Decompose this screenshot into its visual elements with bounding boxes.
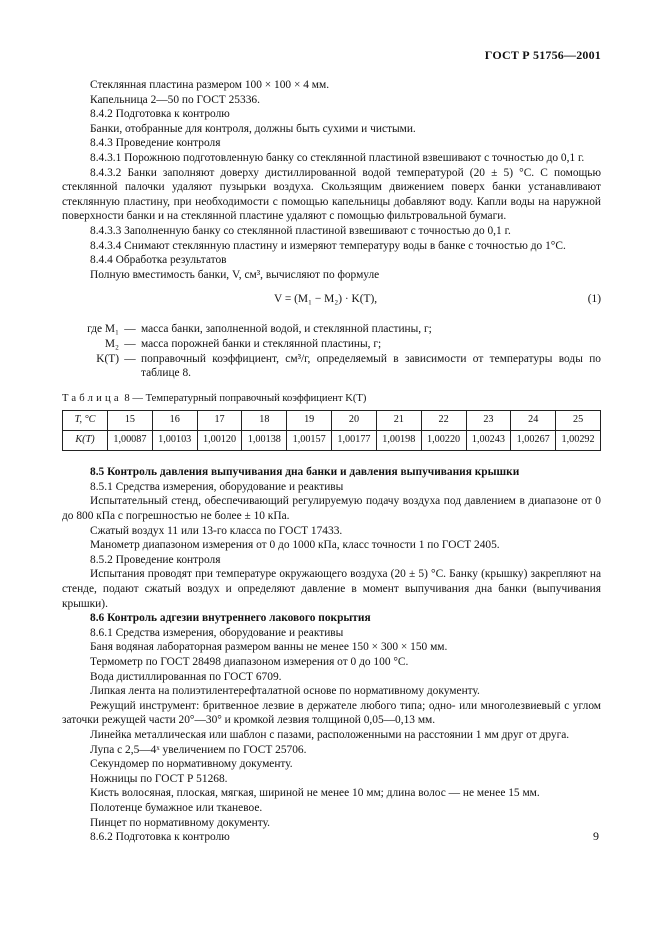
table-cell: 21: [376, 411, 421, 431]
table-row: [63, 411, 601, 431]
table-cell: 1,00267: [511, 431, 556, 451]
table-cell: 17: [197, 411, 242, 431]
paragraph: Испытательный стенд, обеспечивающий регулируемую подачу воздуха под давлением в диапазоне от 0 до 800 кПа с погрешностью не более ± 10 кПа.: [62, 495, 601, 523]
table-cell: 1,00087: [108, 431, 153, 451]
paragraph: Линейка металлическая или шаблон с пазами, расположенными на расстоянии 1 мм друг от друга.: [90, 728, 570, 741]
definition-text: масса порожней банки и стеклянной пластины, г;: [141, 337, 382, 350]
paragraph: Кисть волосяная, плоская, мягкая, шириной не менее 10 мм; длина волос — не менее 15 мм.: [90, 787, 540, 800]
paragraph: Вода дистиллированная по ГОСТ 6709.: [90, 670, 282, 683]
paragraph: Полотенце бумажное или тканевое.: [90, 801, 263, 814]
table-cell: 1,00243: [466, 431, 511, 451]
table-cell: 18: [242, 411, 287, 431]
definition-item: [62, 352, 601, 381]
definition-symbol: M₂: [104, 337, 119, 350]
subsection-heading: 8.6.2 Подготовка к контролю: [90, 831, 230, 844]
table-caption-prefix: Таблица: [62, 392, 122, 404]
definition-item: [62, 322, 601, 337]
subsection-heading: 8.4.4 Обработка результатов: [90, 254, 227, 267]
table-cell: 1,00103: [152, 431, 197, 451]
paragraph: Банки, отобранные для контроля, должны быть сухими и чистыми.: [90, 122, 416, 135]
table-row: [63, 431, 601, 451]
table-cell: 25: [556, 411, 601, 431]
definition-text: поправочный коэффициент, см³/г, определяемый в зависимости от температуры воды по таблице 8.: [141, 352, 601, 380]
definition-symbol: где M₁: [87, 323, 119, 336]
table-cell: 15: [108, 411, 153, 431]
table-cell: 1,00292: [556, 431, 601, 451]
paragraph: Полную вместимость банки, V, см³, вычисляют по формуле: [90, 268, 380, 281]
paragraph: Лупа с 2,5—4ˣ увеличением по ГОСТ 25706.: [90, 743, 307, 756]
paragraph: Сжатый воздух 11 или 13-го класса по ГОСТ 17433.: [90, 524, 343, 537]
table-cell: 23: [466, 411, 511, 431]
paragraph: Испытания проводят при температуре окружающего воздуха (20 ± 5) °С. Банку (крышку) закрепляют на стенде, подают сжатый воздух и определяют давление в момент выпучивания дна банки (выпучивания крышки).: [62, 568, 601, 610]
table-row-header: T, °C: [63, 411, 108, 431]
subsection-heading: 8.6.1 Средства измерения, оборудование и реактивы: [90, 626, 344, 639]
paragraph: Термометр по ГОСТ 28498 диапазоном измерения от 0 до 100 °С.: [90, 656, 409, 668]
table-cell: 16: [152, 411, 197, 431]
definition-item: [62, 337, 601, 352]
document-body: [62, 78, 601, 845]
paragraph: Пинцет по нормативному документу.: [90, 816, 271, 829]
paragraph: 8.4.3.2 Банки заполняют доверху дистиллированной водой температурой (20 ± 5) °С. С помощью стеклянной палочки удаляют пузырьки воздуха. Скользящим движением поверх банки устанавливают стеклянную пластину, при необходимости с помощью капельницы добавляют воду. Капли воды на наружной поверхности банки и на стеклянной пластине удаляют с помощью фильтровальной бумаги.: [62, 166, 601, 223]
definition-dash: —: [124, 337, 136, 350]
paragraph: Секундомер по нормативному документу.: [90, 758, 293, 771]
definition-text: масса банки, заполненной водой, и стеклянной пластины, г;: [141, 323, 432, 336]
paragraph: 8.4.3.1 Порожнюю подготовленную банку со стеклянной пластиной взвешивают с точностью до 0,1 г.: [90, 151, 585, 164]
section-heading: 8.6 Контроль адгезии внутреннего лакового покрытия: [90, 612, 371, 625]
subsection-heading: 8.5.1 Средства измерения, оборудование и реактивы: [90, 480, 344, 493]
definition-dash: —: [124, 323, 136, 336]
paragraph: Капельница 2—50 по ГОСТ 25336.: [90, 93, 260, 106]
table-cell: 20: [332, 411, 377, 431]
subsection-heading: 8.4.3 Проведение контроля: [90, 137, 221, 150]
paragraph: Манометр диапазоном измерения от 0 до 1000 кПа, класс точности 1 по ГОСТ 2405.: [90, 539, 500, 552]
definition-dash: —: [124, 352, 136, 365]
definition-symbol: K(T): [96, 352, 119, 365]
subsection-heading: 8.5.2 Проведение контроля: [90, 553, 221, 566]
table-cell: 1,00120: [197, 431, 242, 451]
paragraph: Стеклянная пластина размером 100 × 100 × 4 мм.: [90, 79, 330, 91]
table-caption: [62, 392, 601, 407]
paragraph: Режущий инструмент: бритвенное лезвие в держателе любого типа; одно- или многолезвиевый с углом заточки режущей части 20°—30° и кромкой лезвия толщиной 0,05—0,13 мм.: [62, 699, 601, 727]
subsection-heading: 8.4.2 Подготовка к контролю: [90, 108, 230, 121]
formula-block: [62, 288, 601, 318]
paragraph: Липкая лента на полиэтилентерефталатной основе по нормативному документу.: [90, 685, 480, 698]
table-cell: 1,00220: [421, 431, 466, 451]
table-cell: 1,00177: [332, 431, 377, 451]
formula-number: (1): [587, 293, 601, 306]
paragraph: 8.4.3.4 Снимают стеклянную пластину и измеряют температуру воды в банке с точностью до 1°С.: [90, 239, 566, 252]
table-caption-text: 8 — Температурный поправочный коэффициент K(T): [124, 392, 367, 404]
section-heading: 8.5 Контроль давления выпучивания дна банки и давления выпучивания крышки: [90, 466, 520, 479]
paragraph: 8.4.3.3 Заполненную банку со стеклянной пластиной взвешивают с точностью до 0,1 г.: [90, 224, 511, 237]
table-cell: 24: [511, 411, 556, 431]
definitions-list: [62, 322, 601, 380]
paragraph: Ножницы по ГОСТ Р 51268.: [90, 772, 228, 785]
paragraph: Баня водяная лабораторная размером ванны не менее 150 × 300 × 150 мм.: [90, 641, 448, 654]
formula: V = (M₁ − M₂) · K(T),: [274, 293, 378, 306]
table-row-header: K(T): [63, 431, 108, 451]
table-cell: 22: [421, 411, 466, 431]
table-cell: 1,00157: [287, 431, 332, 451]
table-cell: 19: [287, 411, 332, 431]
table-cell: 1,00198: [376, 431, 421, 451]
page-number: 9: [593, 829, 599, 843]
table-cell: 1,00138: [242, 431, 287, 451]
temperature-coefficient-table: [62, 410, 601, 451]
document-header: ГОСТ Р 51756—2001: [484, 48, 601, 62]
